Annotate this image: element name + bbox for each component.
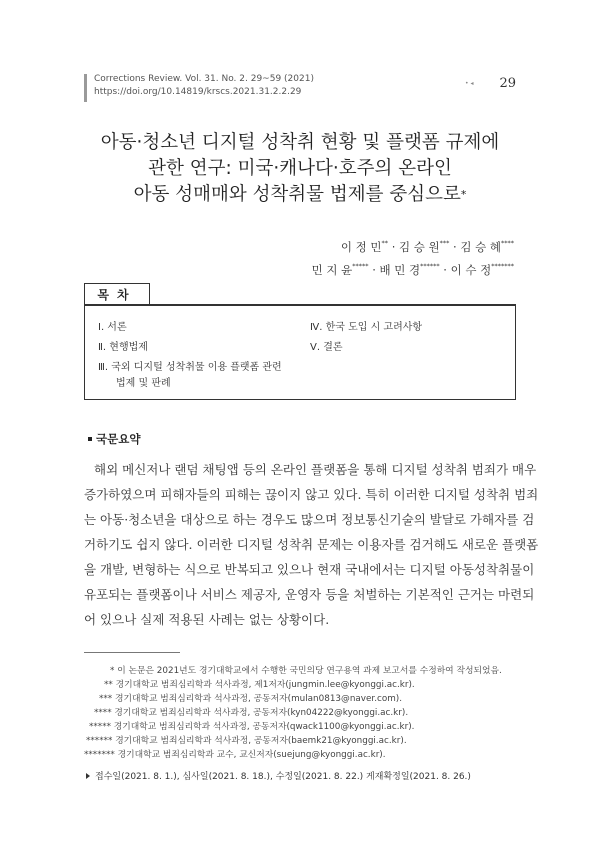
- footnote: ** 경기대학교 범죄심리학과 석사과정, 제1저자(jungmin.lee@kyonggi.ac.kr).: [104, 680, 415, 690]
- toc-item[interactable]: Ⅲ. 국외 디지털 성착취물 이용 플랫폼 관련: [98, 362, 282, 373]
- title-line-3: 아동 성매매와 성착취물 법제를 중심으로*: [133, 184, 467, 205]
- footnote: *** 경기대학교 범죄심리학과 석사과정, 공동저자(mulan0813@naver.com).: [99, 694, 403, 704]
- author-name: 민 지 윤: [311, 263, 353, 277]
- author-name: 김 승 혜: [460, 240, 501, 254]
- title-footnote-mark: *: [460, 188, 467, 201]
- toc-heading: 목차: [84, 283, 150, 306]
- author-mark: ****: [501, 239, 514, 247]
- footnote: * 이 논문은 2021년도 경기대학교에서 수행한 국민의당 연구용역 과제 보고서를 수정하여 작성되었음.: [110, 666, 502, 676]
- footnote: ******* 경기대학교 범죄심리학과 교수, 교신저자(suejung@kyonggi.ac.kr).: [84, 750, 386, 760]
- footnote: ***** 경기대학교 범죄심리학과 석사과정, 공동저자(qwack1100@kyonggi.ac.kr).: [89, 722, 415, 732]
- triangle-bullet-icon: [86, 773, 90, 779]
- author-name: 배 민 경: [379, 263, 421, 277]
- abstract-line: 을 개발, 변형하는 식으로 반복되고 있으나 현재 국내에서는 디지털 아동성착취물이: [84, 562, 535, 577]
- bullet-icon: [88, 437, 92, 441]
- submission-dates: 접수일(2021. 8. 1.), 심사일(2021. 8. 18.), 수정일(2021. 8. 22.) 게재확정일(2021. 8. 26.): [86, 769, 471, 782]
- author-name: 이 정 민: [340, 240, 382, 254]
- author-line-1: 이 정 민** · 김 승 원*** · 김 승 혜****: [340, 239, 514, 254]
- author-line-2: 민 지 윤***** · 배 민 경****** · 이 수 정*******: [311, 262, 514, 277]
- toc-box: [84, 304, 516, 400]
- footnote-rule: [84, 652, 180, 653]
- author-mark: ***: [439, 239, 450, 247]
- toc-item[interactable]: Ⅴ. 결론: [310, 342, 343, 353]
- footnote: ****** 경기대학교 범죄심리학과 석사과정, 공동저자(baemk21@kyonggi.ac.kr).: [86, 736, 407, 746]
- paper-title: [60, 130, 540, 208]
- abstract-line: 거하기도 쉽지 않다. 이러한 디지털 성착취 문제는 이용자를 검거해도 새로운 플랫폼: [84, 537, 539, 552]
- title-line-2: 관한 연구: 미국·캐나다·호주의 온라인: [148, 158, 452, 179]
- author-mark: *****: [352, 262, 369, 270]
- author-name: 이 수 정: [450, 263, 492, 277]
- abstract-line: 어 있으나 실제 적용된 사례는 없는 상황이다.: [84, 612, 330, 627]
- toc-item-continued[interactable]: 법제 및 판례: [116, 378, 171, 389]
- footnote: **** 경기대학교 범죄심리학과 석사과정, 공동저자(kyn04222@kyonggi.ac.kr).: [94, 708, 409, 718]
- toc-item[interactable]: Ⅰ. 서론: [98, 322, 127, 333]
- author-name: 김 승 원: [399, 240, 440, 254]
- abstract-heading: 국문요약: [96, 432, 141, 446]
- author-mark: *******: [491, 262, 514, 270]
- author-mark: ******: [420, 262, 440, 270]
- abstract-line: 유포되는 플랫폼이나 서비스 제공자, 운영자 등을 처벌하는 기본적인 근거는 마련되: [84, 587, 535, 602]
- toc-item[interactable]: Ⅳ. 한국 도입 시 고려사항: [310, 322, 423, 333]
- page-number: 29: [499, 76, 516, 91]
- page-marker-icon: • ◂: [465, 80, 474, 87]
- abstract-line: 증가하였으며 피해자들의 피해는 끊이지 않고 있다. 특히 이러한 디지털 성착취 범죄: [84, 487, 539, 502]
- author-mark: **: [381, 239, 389, 247]
- title-line-1: 아동·청소년 디지털 성착취 현황 및 플랫폼 규제에: [100, 132, 500, 153]
- toc-item[interactable]: Ⅱ. 현행법제: [98, 342, 148, 353]
- abstract-line: 해외 메신저나 랜덤 채팅앱 등의 온라인 플랫폼을 통해 디지털 성착취 범죄가 매우: [94, 462, 537, 477]
- header-rule: [84, 74, 87, 102]
- doi-link[interactable]: https://doi.org/10.14819/krscs.2021.31.2.2.29: [94, 87, 302, 97]
- journal-citation: Corrections Review. Vol. 31. No. 2. 29~59 (2021): [94, 74, 314, 84]
- abstract-line: 는 아동·청소년을 대상으로 하는 경우도 많으며 정보통신기술의 발달로 가해자를 검: [84, 512, 535, 527]
